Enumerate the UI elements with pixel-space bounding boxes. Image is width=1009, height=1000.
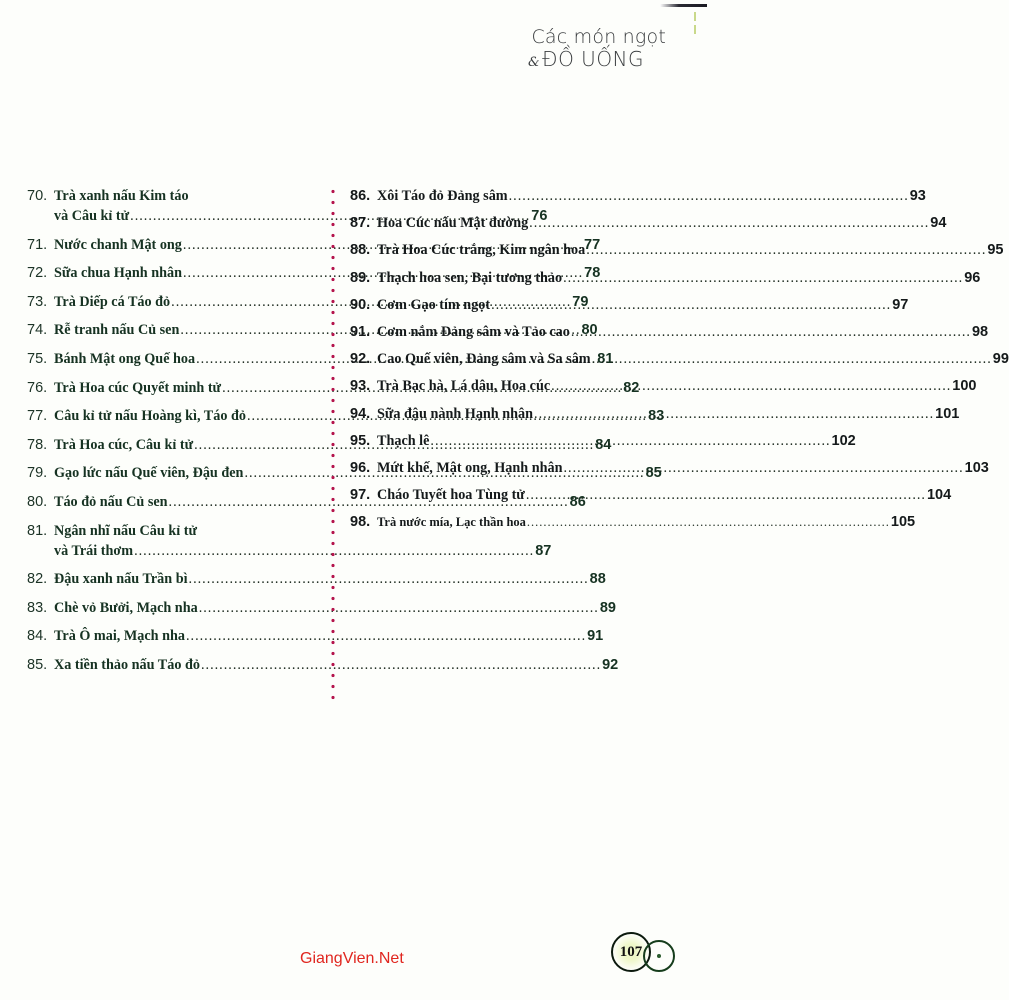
toc-entry-number: 86.	[350, 188, 371, 204]
toc-entry-number: 91.	[350, 323, 371, 340]
toc-entry-title: Chè vỏ Bưởi, Mạch nha	[54, 599, 198, 616]
toc-entry-page: 80	[581, 322, 598, 339]
toc-entry-title: Gạo lức nấu Quế viên, Đậu đen	[54, 465, 244, 482]
toc-entry-page: 91	[587, 628, 604, 645]
toc-entry-page: 102	[831, 432, 856, 449]
toc-dot-leader	[199, 598, 599, 618]
toc-entry-number: 90.	[350, 296, 371, 313]
book-title-line2	[524, 49, 684, 69]
toc-entry-number: 95.	[350, 432, 371, 449]
toc-entry-number: 73.	[27, 293, 48, 310]
toc-entry-number: 80.	[27, 493, 48, 510]
toc-dot-leader	[529, 213, 929, 233]
toc-entry-number: 84.	[27, 628, 48, 645]
book-title-line2-text: ĐỒ UỐNG	[542, 47, 645, 71]
toc-entry-page: 94	[930, 215, 947, 232]
toc-dot-leader	[563, 268, 963, 288]
toc-entry	[27, 655, 619, 675]
toc-entry-title: Cháo Tuyết hoa Tùng tử	[377, 487, 525, 504]
toc-entry-number: 77.	[27, 408, 48, 425]
toc-entry-title: và Trái thơm	[54, 542, 134, 559]
toc-entry-page: 96	[964, 269, 981, 286]
toc-dot-leader	[491, 295, 891, 315]
toc-entry-page: 77	[584, 236, 601, 253]
toc-entry-number: 87.	[350, 215, 371, 232]
toc-entry-title: Cơm Gạo tím ngọt	[377, 296, 491, 313]
toc-entry	[350, 431, 856, 451]
toc-entry-number: 76.	[27, 379, 48, 396]
toc-dot-leader	[201, 655, 601, 675]
book-title-ampersand: &	[528, 55, 541, 70]
toc-dot-leader	[189, 569, 589, 589]
toc-entry-title: Đậu xanh nấu Trần bì	[54, 571, 188, 588]
toc-entry-title: Ngân nhĩ nấu Câu kỉ tử	[54, 522, 197, 539]
toc-entry-page: 95	[987, 242, 1004, 259]
toc-entry	[350, 295, 909, 315]
toc-entry-page: 84	[595, 436, 612, 453]
toc-dot-leader	[527, 512, 890, 532]
toc-dot-leader	[551, 376, 951, 396]
toc-dot-leader	[564, 458, 964, 478]
toc-entry-title: Táo đỏ nấu Củ sen	[54, 493, 168, 510]
toc-entry-page: 89	[599, 599, 616, 616]
page-badge-decorative-ring	[643, 940, 675, 972]
toc-entry-number: 96.	[350, 459, 371, 476]
toc-entry-number: 78.	[27, 436, 48, 453]
toc-entry-page: 98	[971, 323, 989, 340]
top-edge-mark	[694, 12, 696, 34]
toc-dot-leader	[526, 485, 926, 505]
toc-entry-page: 85	[645, 465, 662, 482]
toc-entry-number: 81.	[27, 522, 48, 539]
toc-entry-page: 88	[589, 571, 606, 588]
toc-dot-leader	[571, 322, 971, 342]
toc-entry-title: Mứt khế, Mật ong, Hạnh nhân	[377, 459, 563, 476]
toc-entry-number: 72.	[27, 265, 48, 282]
toc-entry-page: 104	[926, 487, 952, 504]
toc-entry-title: Trà Ô mai, Mạch nha	[54, 628, 185, 645]
toc-entry-number: 79.	[27, 465, 48, 482]
toc-entry-page: 76	[531, 208, 548, 224]
toc-entry-number: 83.	[27, 599, 48, 616]
toc-entry-title: Thạch hoa sen, Bại tương thảo	[377, 269, 563, 286]
toc-entry-number: 85.	[27, 656, 48, 673]
toc-dot-leader	[430, 431, 830, 451]
toc-entry-number: 70.	[27, 188, 48, 204]
toc-entry-page: 82	[623, 379, 640, 396]
toc-entry-title: Nước chanh Mật ong	[54, 236, 182, 253]
toc-entry-title: Trà nước mía, Lạc thần hoa	[377, 515, 526, 530]
toc-dot-leader	[534, 404, 934, 424]
toc-entry-title: Xa tiền thảo nấu Táo đỏ	[54, 656, 200, 673]
toc-entry	[350, 240, 1004, 260]
toc-entry-title: Trà Hoa Cúc trắng, Kim ngân hoa	[377, 242, 586, 259]
toc-entry	[350, 322, 989, 342]
watermark-text: GiangVien.Net	[300, 950, 404, 967]
toc-entry	[350, 186, 926, 206]
toc-entry-title: Cơm nắm Đảng sâm và Tảo cao	[377, 323, 570, 340]
toc-entry-number: 98.	[350, 514, 371, 531]
toc-entry-page: 97	[892, 296, 909, 313]
toc-entry	[27, 598, 616, 618]
toc-entry-page: 86	[569, 493, 586, 510]
toc-entry-title: Trà Hoa cúc, Câu kỉ tử	[54, 436, 194, 453]
toc-entry-title: Câu kỉ tử nấu Hoàng kì, Táo đỏ	[54, 408, 246, 425]
toc-entry-title: Sữa chua Hạnh nhân	[54, 265, 182, 282]
toc-entry-title: Rễ tranh nấu Củ sen	[54, 322, 180, 339]
book-title-line1: Các món ngọt	[531, 26, 666, 48]
toc-dot-leader	[592, 349, 992, 369]
toc-entry	[350, 268, 981, 288]
toc-entry-number: 94.	[350, 405, 371, 422]
toc-entry-title: Trà Bạc hà, Lá dâu, Hoa cúc	[377, 378, 551, 395]
toc-entry-page: 79	[572, 293, 589, 310]
toc-entry-number: 97.	[350, 487, 371, 504]
toc-entry-title: Xôi Táo đỏ Đảng sâm	[377, 188, 508, 204]
toc-entry-page: 100	[952, 378, 977, 395]
top-edge-rule	[660, 4, 707, 7]
toc-entry	[350, 485, 952, 505]
toc-entry-page: 78	[584, 265, 601, 282]
toc-entry-number: 89.	[350, 269, 371, 286]
toc-entry-title: Bánh Mật ong Quế hoa	[54, 350, 196, 367]
toc-entry-number: 75.	[27, 350, 48, 367]
toc-entry-title: và Câu kỉ tử	[54, 208, 130, 224]
toc-entry-page: 92	[602, 656, 619, 673]
toc-entry-number: 93.	[350, 378, 371, 395]
toc-entry-title: Trà Hoa cúc Quyết minh tử	[54, 379, 222, 396]
page-number: 107	[619, 943, 643, 960]
toc-entry-page: 83	[648, 408, 665, 425]
toc-entry-number: 92.	[350, 351, 371, 368]
toc-entry-page: 93	[909, 188, 926, 204]
toc-entry-page: 99	[992, 351, 1009, 368]
toc-entry	[350, 349, 1009, 369]
toc-entry-title: Hoa Cúc nấu Mật đường	[377, 215, 529, 232]
toc-dot-leader	[586, 240, 986, 260]
toc-entry-title: Sữa đậu nành Hạnh nhân	[377, 405, 534, 422]
toc-entry-page: 103	[964, 459, 989, 476]
toc-entry-title: Trà Diếp cá Táo đỏ	[54, 293, 171, 310]
toc-dot-leader	[509, 186, 909, 206]
toc-entry-page: 87	[535, 542, 552, 559]
toc-entry-page: 101	[935, 405, 960, 422]
toc-entry-number: 88.	[350, 242, 371, 259]
toc-entry-number: 71.	[27, 236, 48, 253]
toc-entry-title: Thạch lê	[377, 432, 430, 449]
toc-entry	[27, 626, 604, 646]
toc-entry-title: Trà xanh nấu Kim táo	[54, 188, 189, 204]
toc-entry	[350, 213, 947, 233]
toc-entry-page: 105	[890, 514, 916, 531]
dotted-column-divider	[331, 186, 335, 700]
toc-entry-number: 74.	[27, 322, 48, 339]
toc-entry	[27, 569, 606, 589]
toc-entry	[350, 512, 916, 532]
toc-dot-leader	[186, 626, 586, 646]
book-title-header	[524, 28, 684, 69]
toc-entry-page: 81	[597, 350, 614, 367]
toc-entry-number: 82.	[27, 571, 48, 588]
toc-entry-title: Cao Quế viên, Đảng sâm và Sa sâm	[377, 351, 591, 368]
